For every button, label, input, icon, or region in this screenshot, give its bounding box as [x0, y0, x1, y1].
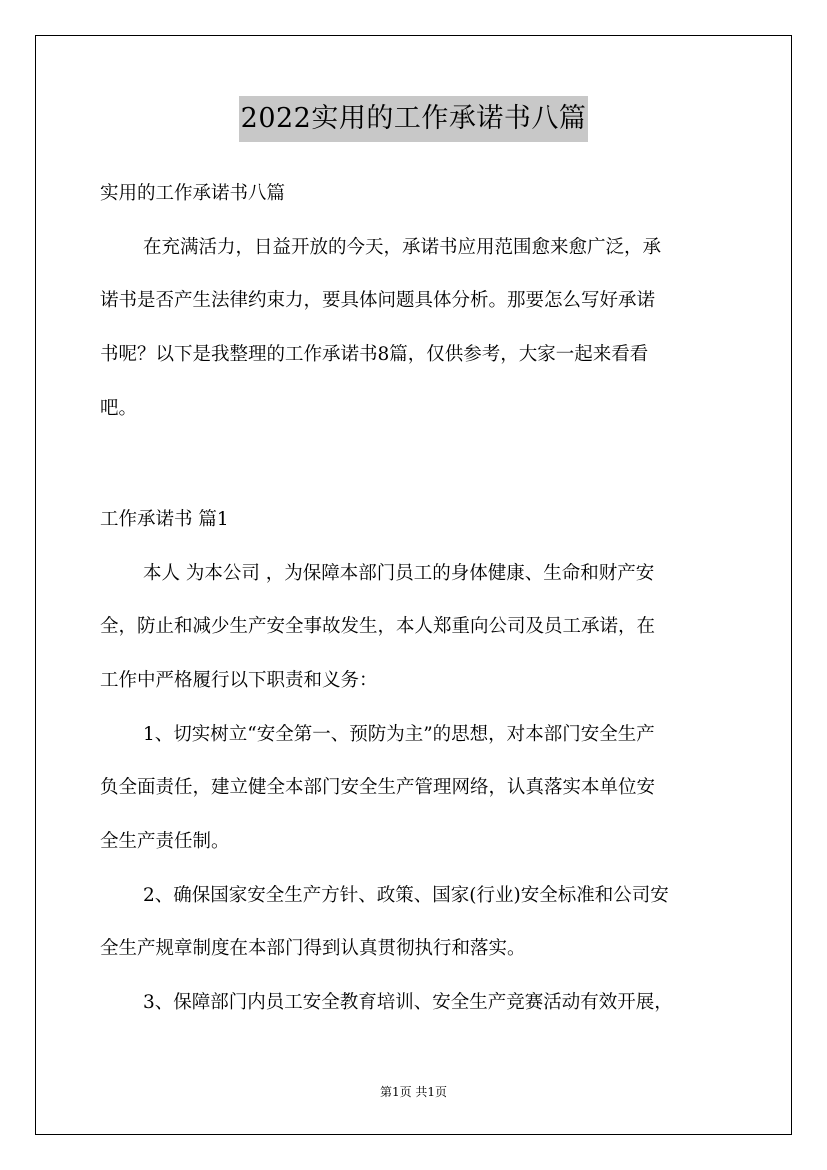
- body-line-3: 工作中严格履行以下职责和义务：: [100, 670, 378, 691]
- intro-line-2: 诺书是否产生法律约束力，要具体问题具体分析。那要怎么写好承诺: [100, 290, 656, 311]
- page-footer: 第1页 共1页: [379, 1085, 448, 1099]
- body-line-9: 3、保障部门内员工安全教育培训、安全生产竞赛活动有效开展，: [143, 992, 673, 1013]
- body-line-2: 全，防止和减少生产安全事故发生，本人郑重向公司及员工承诺，在: [100, 616, 656, 637]
- intro-line-4: 吧。: [100, 398, 138, 419]
- intro-line-3: 书呢？以下是我整理的工作承诺书8篇，仅供参考，大家一起来看看: [100, 344, 649, 365]
- body-line-8: 全生产规章制度在本部门得到认真贯彻执行和落实。: [100, 938, 526, 959]
- document-title: 2022实用的工作承诺书八篇: [239, 96, 589, 142]
- section-heading: 工作承诺书 篇1: [100, 509, 229, 530]
- title-container: [0, 96, 827, 142]
- body-line-5: 负全面责任，建立健全本部门安全生产管理网络，认真落实本单位安: [100, 777, 656, 798]
- body-line-6: 全生产责任制。: [100, 831, 230, 852]
- body-line-1: 本人 为本公司 ，为保障本部门员工的身体健康、生命和财产安: [143, 563, 655, 584]
- body-line-7: 2、确保国家安全生产方针、政策、国家(行业)安全标准和公司安: [143, 885, 669, 906]
- body-line-4: 1、切实树立“安全第一、预防为主”的思想，对本部门安全生产: [143, 724, 655, 745]
- intro-line-1: 在充满活力，日益开放的今天，承诺书应用范围愈来愈广泛，承: [143, 237, 662, 258]
- subtitle: 实用的工作承诺书八篇: [100, 183, 286, 204]
